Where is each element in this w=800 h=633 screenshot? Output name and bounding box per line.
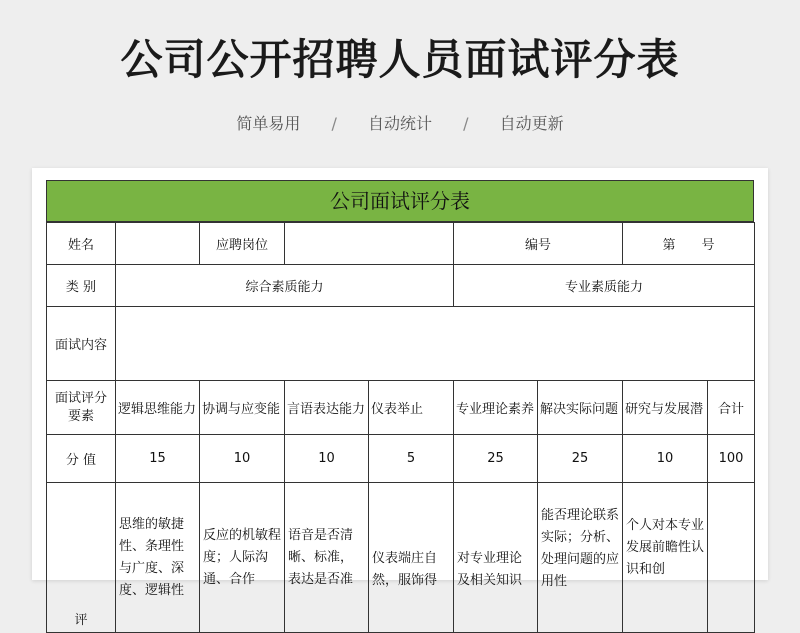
cell-evaluation: 语音是否清晰、标准，表达是否准 xyxy=(285,483,369,633)
cell-category-professional: 专业素质能力 xyxy=(454,265,755,307)
sheet-preview xyxy=(32,168,768,628)
cell-scores-label: 分 值 xyxy=(47,435,116,483)
cell-element: 研究与发展潜 xyxy=(623,381,708,435)
cell-content-label: 面试内容 xyxy=(47,307,116,381)
cell-element: 解决实际问题 xyxy=(538,381,623,435)
cell-evaluation: 仪表端庄自然，服饰得 xyxy=(369,483,454,633)
page-title: 公司公开招聘人员面试评分表 xyxy=(120,35,680,84)
cell-seq-label: 第 号 xyxy=(623,223,755,265)
cell-category-general: 综合素质能力 xyxy=(116,265,454,307)
cell-score: 15 xyxy=(116,435,200,483)
cell-score: 10 xyxy=(200,435,285,483)
subtitle-item-easy: 简单易用 xyxy=(236,114,301,133)
cell-number-label: 编号 xyxy=(454,223,623,265)
cell-name-label: 姓名 xyxy=(47,223,116,265)
score-table xyxy=(46,222,755,633)
cell-element: 言语表达能力 xyxy=(285,381,369,435)
subtitle-item-auto-update: 自动更新 xyxy=(499,114,564,133)
score-sheet xyxy=(46,180,754,628)
cell-evaluation-total xyxy=(708,483,755,633)
table-row-scores xyxy=(47,435,755,483)
cell-element: 协调与应变能 xyxy=(200,381,285,435)
cell-position-label: 应聘岗位 xyxy=(200,223,285,265)
cell-evaluation: 对专业理论及相关知识 xyxy=(454,483,538,633)
cell-score: 25 xyxy=(454,435,538,483)
sheet-header: 公司面试评分表 xyxy=(46,180,754,222)
cell-content-value[interactable] xyxy=(116,307,755,381)
cell-score: 5 xyxy=(369,435,454,483)
cell-score-total: 100 xyxy=(708,435,755,483)
cell-evaluation: 个人对本专业发展前瞻性认识和创 xyxy=(623,483,708,633)
cell-evaluation: 能否理论联系实际；分析、处理问题的应用性 xyxy=(538,483,623,633)
table-row-content xyxy=(47,307,755,381)
cell-position-value[interactable] xyxy=(285,223,454,265)
cell-evaluation: 反应的机敏程度；人际沟通、合作 xyxy=(200,483,285,633)
subtitle-separator: / xyxy=(463,114,469,133)
cell-elements-label: 面试评分要素 xyxy=(47,381,116,435)
cell-score: 10 xyxy=(623,435,708,483)
table-row-elements xyxy=(47,381,755,435)
table-row-evaluation xyxy=(47,483,755,633)
cell-element: 仪表举止 xyxy=(369,381,454,435)
cell-evaluation: 思维的敏捷性、条理性与广度、深度、逻辑性 xyxy=(116,483,200,633)
cell-element: 逻辑思维能力 xyxy=(116,381,200,435)
cell-element: 专业理论素养 xyxy=(454,381,538,435)
table-row-info xyxy=(47,223,755,265)
subtitle-separator: / xyxy=(331,114,337,133)
subtitle-item-auto-stats: 自动统计 xyxy=(367,114,432,133)
subtitle xyxy=(0,112,800,136)
cell-category-label: 类 别 xyxy=(47,265,116,307)
cell-element-total: 合计 xyxy=(708,381,755,435)
table-row-category xyxy=(47,265,755,307)
cell-evaluation-label: 评 xyxy=(47,483,116,633)
cell-score: 25 xyxy=(538,435,623,483)
cell-name-value[interactable] xyxy=(116,223,200,265)
cell-score: 10 xyxy=(285,435,369,483)
